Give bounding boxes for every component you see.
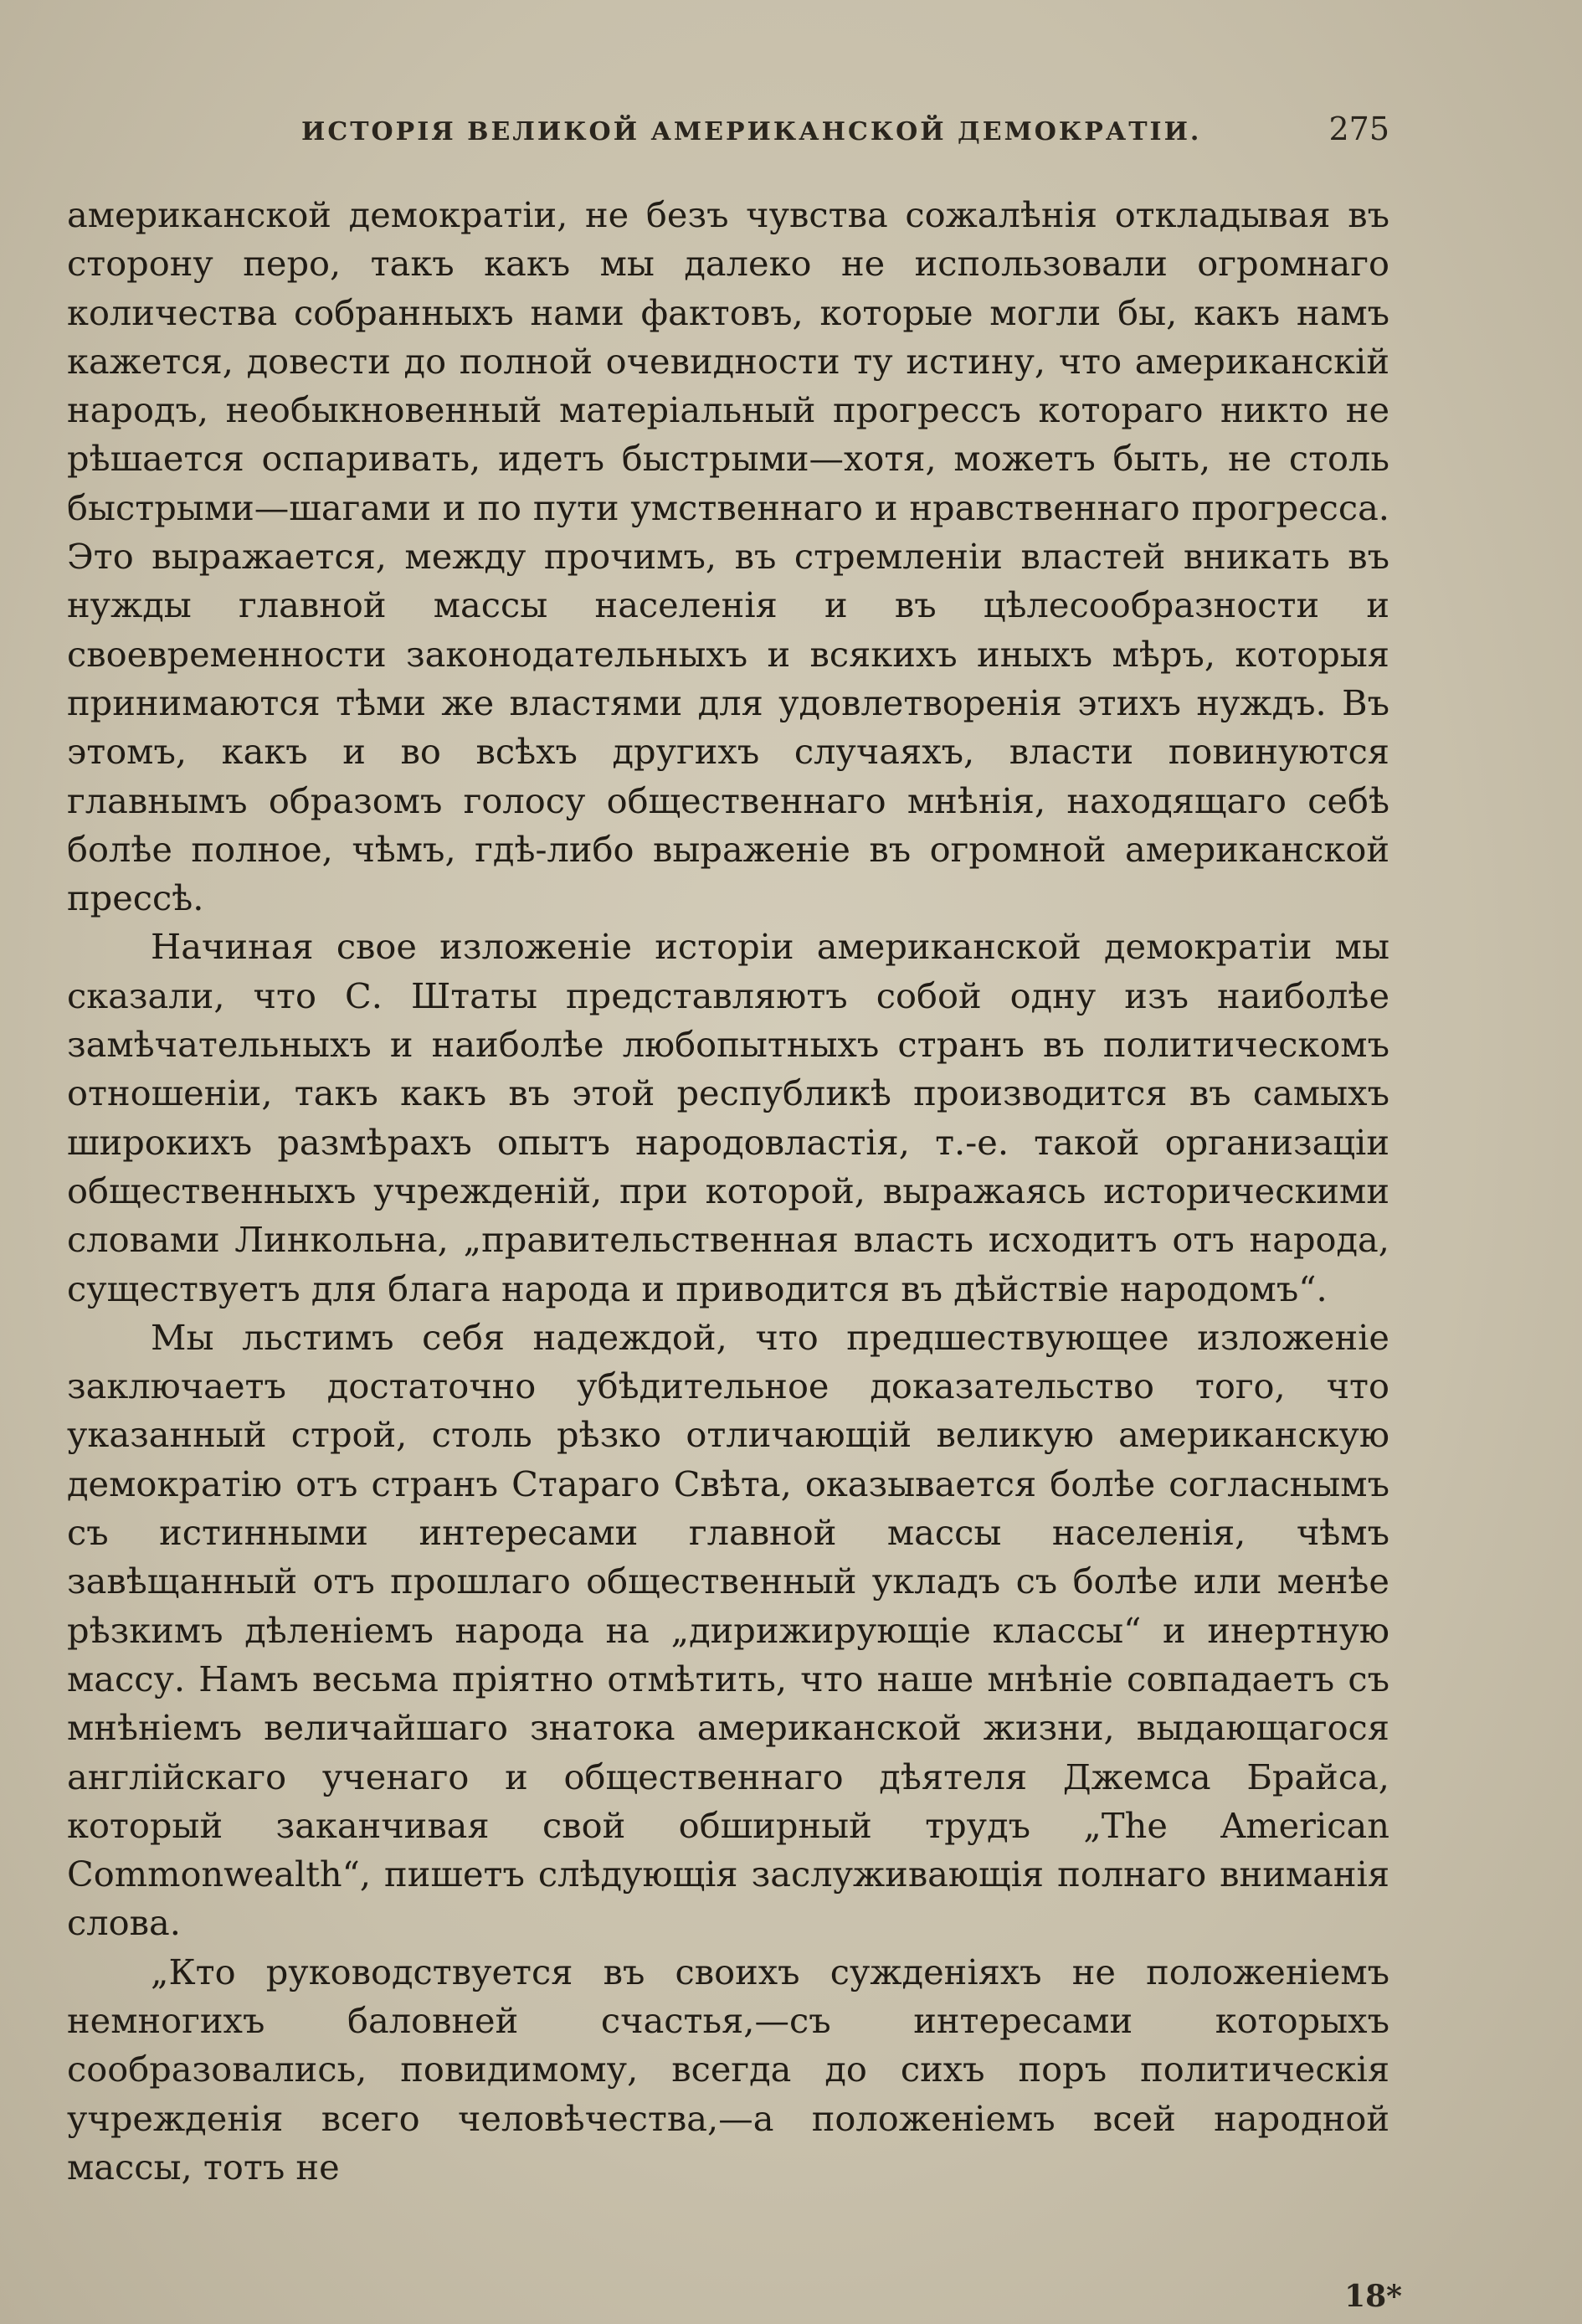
paragraph-1: американской демократіи, не безъ чувства сожалѣнія откладывая въ сторону перо, такъ какъ мы далеко не использовали огромнаго количества собранныхъ нами фактовъ, которые могли бы, какъ намъ кажется, довести до полной очевидности ту истину, что американскій народъ, необыкновенный матеріальный прогрессъ котораго никто не рѣшается оспаривать, идетъ быстрыми—хотя, можетъ быть, не столь быстрыми—шагами и по пути умственнаго и нравственнаго прогресса. Это выражается, между прочимъ, въ стремленіи властей вникать въ нужды главной массы населенія и въ цѣлесообразности и своевременности законодательныхъ и всякихъ иныхъ мѣръ, которыя принимаются тѣми же властями для удовлетворенія этихъ нуждъ. Въ этомъ, какъ и во всѣхъ другихъ случаяхъ, власти повинуются главнымъ образомъ голосу общественнаго мнѣнія, находящаго себѣ болѣе полное, чѣмъ, гдѣ-либо выраженіе въ огромной американской прессѣ.: [67, 194, 1389, 919]
paragraph-2: Начиная свое изложеніе исторіи американской демократіи мы сказали, что С. Штаты представляютъ собой одну изъ наиболѣе замѣчательныхъ и наиболѣе любопытныхъ странъ въ политическомъ отношеніи, такъ какъ въ этой республикѣ производится въ самыхъ широкихъ размѣрахъ опытъ народовластія, т.-е. такой организаціи общественныхъ учрежденій, при которой, выражаясь историческими словами Линкольна, „правительственная власть исходитъ отъ народа, существуетъ для блага народа и приводится въ дѣйствіе народомъ“.: [67, 926, 1389, 1309]
paragraph-3: Мы льстимъ себя надеждой, что предшествующее изложеніе заключаетъ достаточно убѣдительное доказательство того, что указанный строй, столь рѣзко отличающій великую американскую демократію отъ странъ Стараго Свѣта, оказывается болѣе согласнымъ съ истинными интересами главной массы населенія, чѣмъ завѣщанный отъ прошлаго общественный укладъ съ болѣе или менѣе рѣзкимъ дѣленіемъ народа на „дирижирующіе классы“ и инертную массу. Намъ весьма пріятно отмѣтить, что наше мнѣніе совпадаетъ съ мнѣніемъ величайшаго знатока американской жизни, выдающагося англійскаго ученаго и общественнаго дѣятеля Джемса Брайса, который заканчивая свой обширный трудъ „The American Commonwealth“, пишетъ слѣдующія заслуживающія полнаго вниманія слова.: [67, 1316, 1389, 1944]
body-text: [67, 191, 1389, 2200]
page-number: 275: [1328, 111, 1389, 147]
running-head: [84, 109, 1389, 167]
signature-mark: 18*: [1344, 2279, 1402, 2314]
running-title: ИСТОРІЯ ВЕЛИКОЙ АМЕРИКАНСКОЙ ДЕМОКРАТІИ.: [301, 117, 1202, 147]
paragraph-4: „Кто руководствуется въ своихъ сужденіяхъ не положеніемъ немногихъ баловней счастья,—съ интересами которыхъ сообразовались, повидимому, всегда до сихъ поръ политическія учрежденія всего человѣчества,—а положеніемъ всей народной массы, тотъ не: [67, 1951, 1389, 2188]
